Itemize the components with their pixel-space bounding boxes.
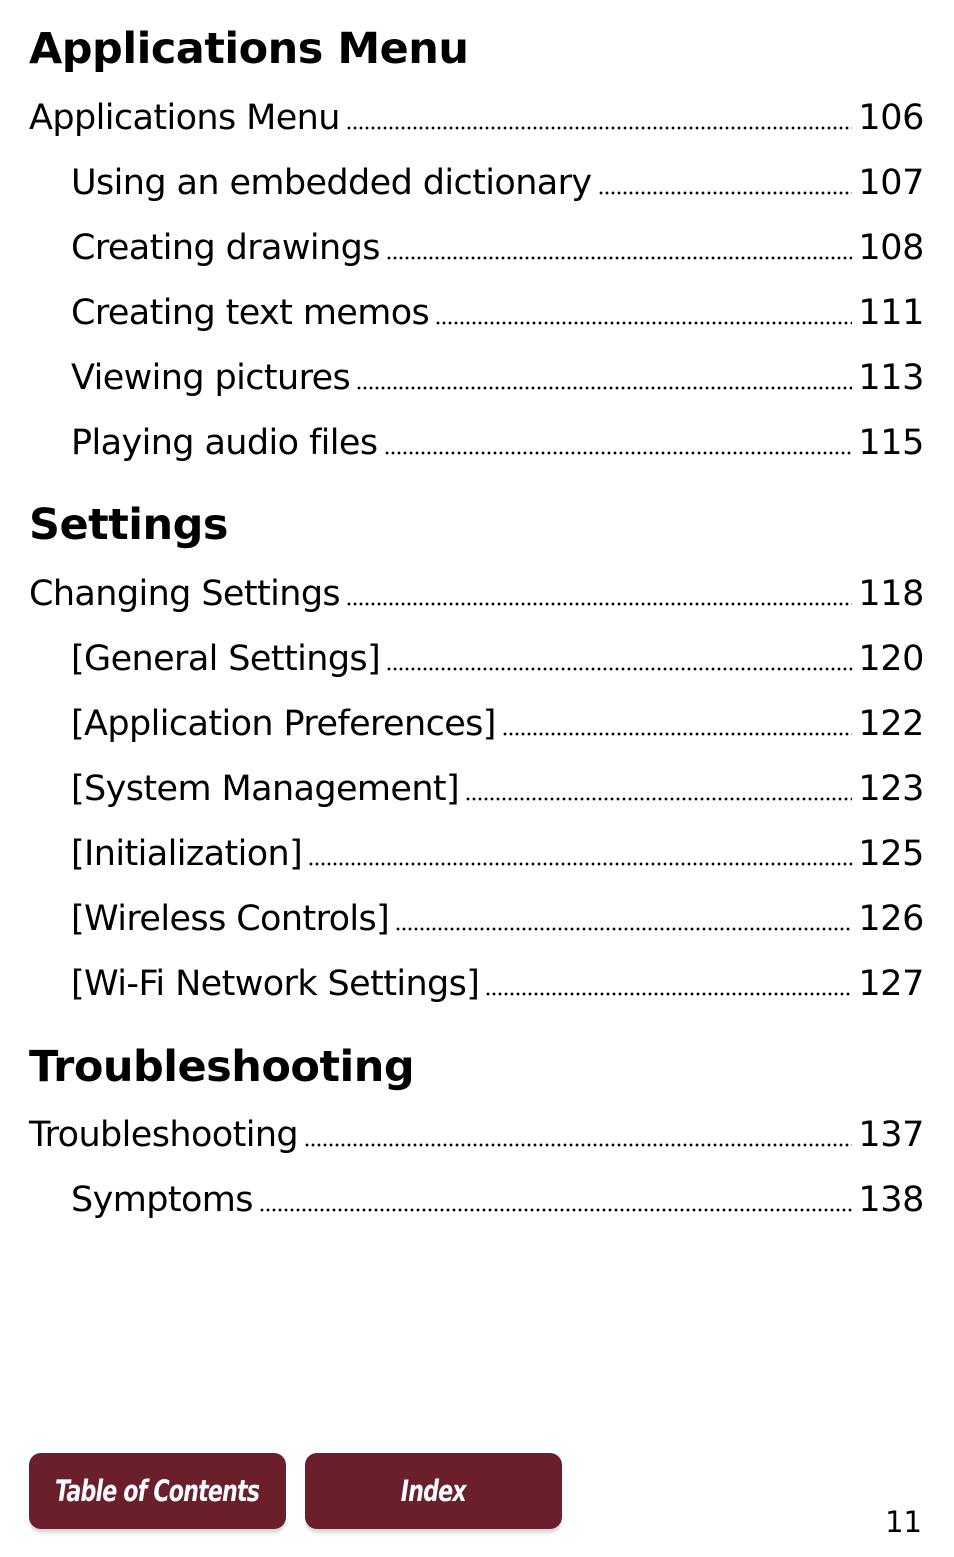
section-heading-applications-menu: Applications Menu bbox=[29, 24, 469, 74]
toc-entry-creating-drawings[interactable] bbox=[71, 225, 924, 271]
toc-entry-viewing-pictures[interactable] bbox=[71, 355, 924, 401]
toc-entry-page: 111 bbox=[858, 293, 924, 333]
toc-entry-page: 108 bbox=[858, 228, 924, 268]
toc-entry-page: 125 bbox=[858, 834, 924, 874]
dot-leader bbox=[598, 191, 853, 195]
toc-entry-changing-settings[interactable] bbox=[29, 571, 924, 617]
toc-entry-label: [Wireless Controls] bbox=[71, 899, 390, 939]
toc-entry-label: Troubleshooting bbox=[29, 1115, 299, 1155]
toc-entry-wireless-controls[interactable] bbox=[71, 896, 924, 942]
toc-entry-application-preferences[interactable] bbox=[71, 701, 924, 747]
toc-entry-label: [Application Preferences] bbox=[71, 704, 496, 744]
toc-entry-symptoms[interactable] bbox=[71, 1177, 924, 1223]
toc-entry-page: 127 bbox=[858, 964, 924, 1004]
index-button-label: Index bbox=[400, 1474, 466, 1508]
toc-entry-label: [Wi-Fi Network Settings] bbox=[71, 964, 480, 1004]
toc-entry-label: Applications Menu bbox=[29, 98, 340, 138]
toc-entry-page: 106 bbox=[858, 98, 924, 138]
dot-leader bbox=[308, 862, 852, 866]
dot-leader bbox=[346, 602, 852, 606]
toc-entry-label: Symptoms bbox=[71, 1180, 253, 1220]
dot-leader bbox=[395, 927, 852, 931]
table-of-contents-button-label: Table of Contents bbox=[55, 1474, 260, 1508]
toc-entry-system-management[interactable] bbox=[71, 766, 924, 812]
section-heading-settings: Settings bbox=[29, 500, 228, 550]
toc-entry-page: 118 bbox=[858, 574, 924, 614]
dot-leader bbox=[465, 797, 852, 801]
toc-entry-page: 137 bbox=[858, 1115, 924, 1155]
toc-entry-page: 138 bbox=[858, 1180, 924, 1220]
toc-entry-page: 115 bbox=[858, 423, 924, 463]
toc-entry-label: [Initialization] bbox=[71, 834, 303, 874]
toc-entry-label: Using an embedded dictionary bbox=[71, 163, 592, 203]
toc-entry-page: 113 bbox=[858, 358, 924, 398]
toc-entry-label: Changing Settings bbox=[29, 574, 341, 614]
toc-entry-general-settings[interactable] bbox=[71, 636, 924, 682]
toc-entry-page: 126 bbox=[858, 899, 924, 939]
toc-entry-label: Playing audio files bbox=[71, 423, 378, 463]
table-of-contents-button[interactable] bbox=[29, 1453, 286, 1529]
toc-entry-creating-text-memos[interactable] bbox=[71, 290, 924, 336]
toc-entry-wifi-network-settings[interactable] bbox=[71, 961, 924, 1007]
dot-leader bbox=[435, 321, 852, 325]
dot-leader bbox=[386, 667, 852, 671]
toc-entry-label: [System Management] bbox=[71, 769, 460, 809]
toc-entry-label: Viewing pictures bbox=[71, 358, 351, 398]
dot-leader bbox=[502, 732, 853, 736]
toc-entry-page: 122 bbox=[858, 704, 924, 744]
toc-entry-page: 120 bbox=[858, 639, 924, 679]
toc-entry-using-embedded-dictionary[interactable] bbox=[71, 160, 924, 206]
toc-entry-label: [General Settings] bbox=[71, 639, 381, 679]
dot-leader bbox=[304, 1143, 852, 1147]
toc-entry-page: 107 bbox=[858, 163, 924, 203]
dot-leader bbox=[346, 126, 853, 130]
dot-leader bbox=[356, 386, 852, 390]
dot-leader bbox=[485, 992, 852, 996]
index-button[interactable] bbox=[305, 1453, 562, 1529]
dot-leader bbox=[384, 451, 853, 455]
toc-entry-playing-audio-files[interactable] bbox=[71, 420, 924, 466]
toc-entry-initialization[interactable] bbox=[71, 831, 924, 877]
toc-entry-page: 123 bbox=[858, 769, 924, 809]
page-number: 11 bbox=[885, 1505, 922, 1539]
dot-leader bbox=[386, 256, 853, 260]
toc-entry-label: Creating text memos bbox=[71, 293, 430, 333]
dot-leader bbox=[259, 1208, 852, 1212]
toc-entry-applications-menu[interactable] bbox=[29, 95, 924, 141]
toc-entry-label: Creating drawings bbox=[71, 228, 380, 268]
section-heading-troubleshooting: Troubleshooting bbox=[29, 1042, 415, 1092]
toc-entry-troubleshooting[interactable] bbox=[29, 1112, 924, 1158]
